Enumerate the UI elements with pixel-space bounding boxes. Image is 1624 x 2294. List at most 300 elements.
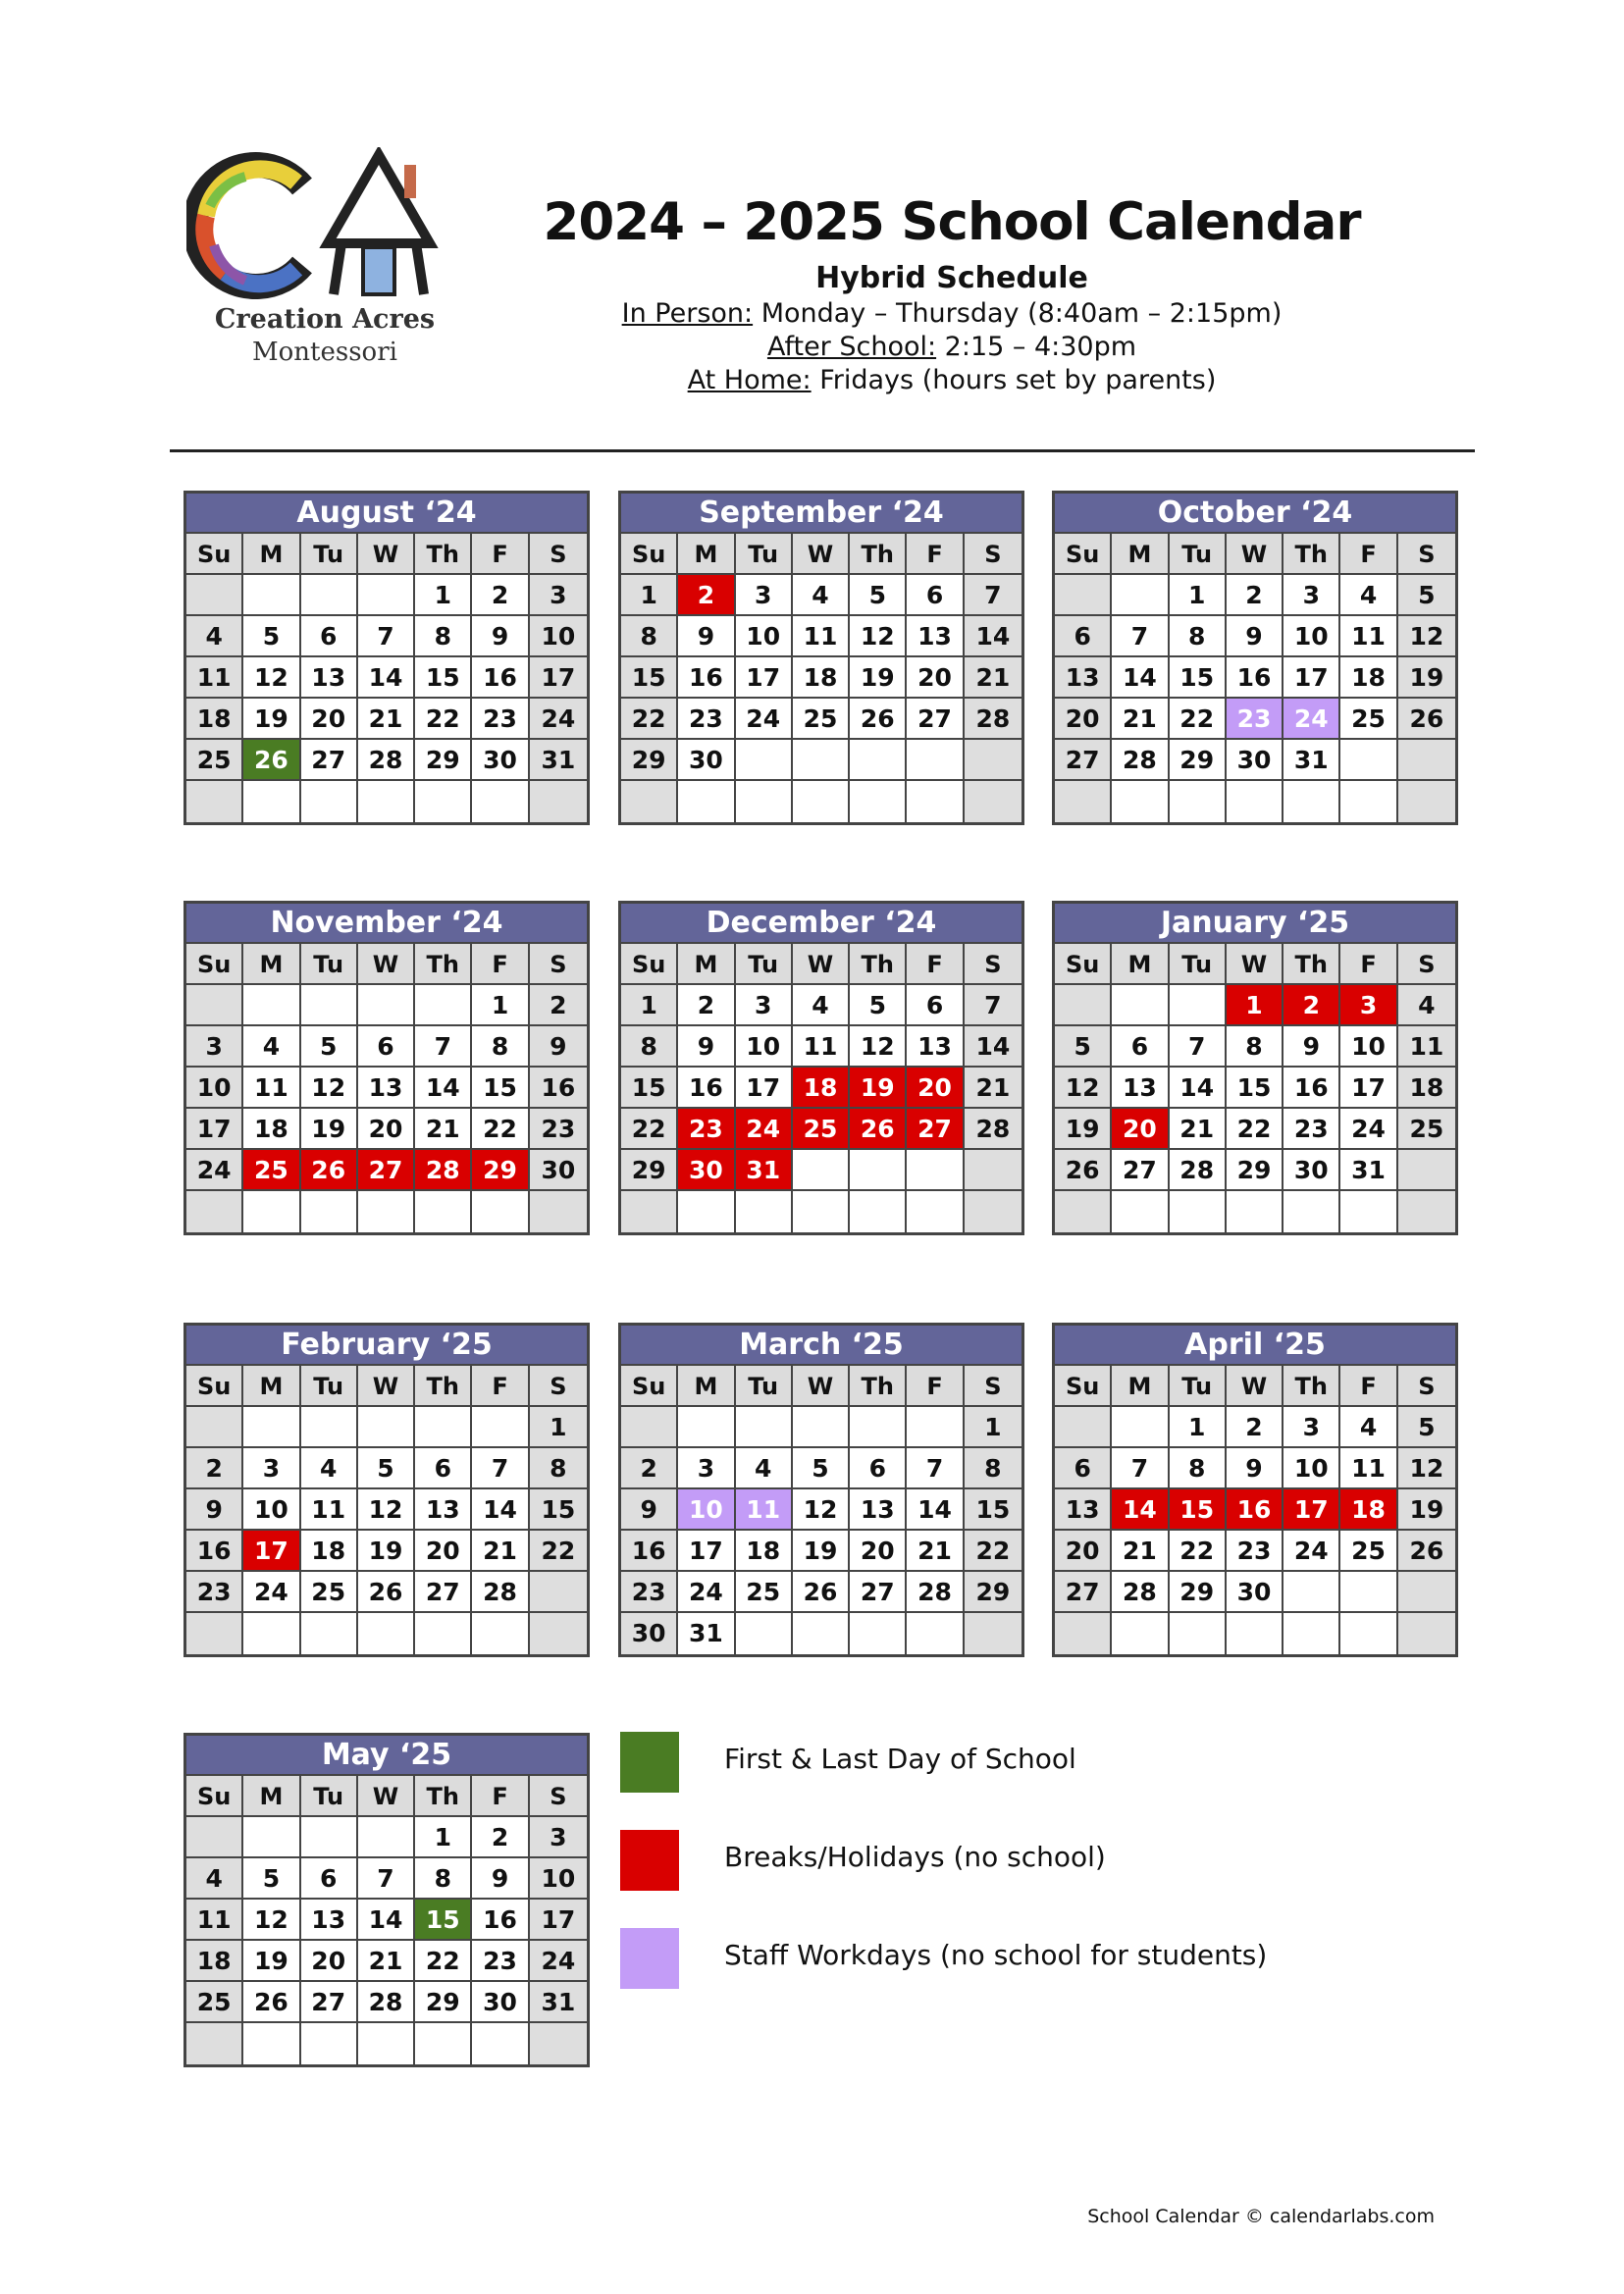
day-cell: 9 — [186, 1489, 243, 1531]
schedule-text: 2:15 – 4:30pm — [936, 332, 1137, 362]
day-cell: 17 — [1340, 1068, 1397, 1109]
empty-day-cell — [301, 781, 358, 822]
day-cell: 2 — [678, 985, 735, 1026]
day-cell: 8 — [621, 616, 678, 657]
weekday-header: S — [1398, 534, 1455, 575]
day-cell: 5 — [358, 1448, 415, 1489]
empty-day-cell — [678, 781, 735, 822]
empty-day-cell — [1055, 781, 1112, 822]
day-cell: 19 — [243, 1941, 300, 1982]
day-cell: 6 — [1055, 1448, 1112, 1489]
empty-day-cell — [1283, 781, 1340, 822]
weekday-header: Su — [186, 1366, 243, 1407]
day-cell: 14 — [965, 616, 1022, 657]
empty-day-cell — [301, 1613, 358, 1654]
month-calendar — [183, 1733, 590, 2067]
day-cell: 12 — [358, 1489, 415, 1531]
day-cell: 5 — [850, 575, 907, 616]
empty-day-cell — [850, 1150, 907, 1191]
day-cell: 23 — [530, 1109, 587, 1150]
weekday-header: S — [1398, 1366, 1455, 1407]
empty-day-cell — [472, 781, 529, 822]
weekday-header: Th — [415, 1366, 472, 1407]
day-cell: 1 — [1227, 985, 1283, 1026]
day-cell: 26 — [358, 1572, 415, 1613]
day-cell: 22 — [1227, 1109, 1283, 1150]
day-cell: 4 — [793, 985, 850, 1026]
day-cell: 12 — [1055, 1068, 1112, 1109]
day-cell: 11 — [793, 1026, 850, 1068]
day-cell: 20 — [415, 1531, 472, 1572]
weekday-header: W — [1227, 534, 1283, 575]
day-cell: 28 — [907, 1572, 964, 1613]
day-cell: 16 — [530, 1068, 587, 1109]
day-cell: 23 — [472, 699, 529, 740]
day-cell: 1 — [415, 1817, 472, 1858]
day-cell: 28 — [1112, 740, 1169, 781]
day-cell: 18 — [1340, 1489, 1397, 1531]
day-cell: 21 — [1112, 1531, 1169, 1572]
legend-label-staff: Staff Workdays (no school for students) — [724, 1939, 1268, 1971]
empty-day-cell — [243, 1407, 300, 1448]
day-cell: 19 — [793, 1531, 850, 1572]
empty-day-cell — [186, 985, 243, 1026]
empty-day-cell — [1398, 1150, 1455, 1191]
month-title: February ‘25 — [186, 1326, 587, 1366]
day-cell: 2 — [472, 1817, 529, 1858]
day-cell: 5 — [243, 616, 300, 657]
day-cell: 19 — [1055, 1109, 1112, 1150]
empty-day-cell — [243, 1191, 300, 1232]
day-cell: 29 — [621, 1150, 678, 1191]
day-cell: 18 — [243, 1109, 300, 1150]
day-cell: 1 — [530, 1407, 587, 1448]
day-cell: 24 — [1340, 1109, 1397, 1150]
day-cell: 15 — [472, 1068, 529, 1109]
day-cell: 10 — [1283, 616, 1340, 657]
empty-day-cell — [472, 1613, 529, 1654]
empty-day-cell — [793, 740, 850, 781]
day-cell: 30 — [1227, 1572, 1283, 1613]
empty-day-cell — [1055, 575, 1112, 616]
empty-day-cell — [415, 781, 472, 822]
day-cell: 29 — [415, 1982, 472, 2023]
weekday-header: Su — [1055, 534, 1112, 575]
day-cell: 11 — [1340, 1448, 1397, 1489]
weekday-header: Su — [621, 534, 678, 575]
empty-day-cell — [186, 1191, 243, 1232]
day-cell: 16 — [1227, 657, 1283, 699]
empty-day-cell — [301, 985, 358, 1026]
weekday-header: Su — [186, 944, 243, 985]
day-cell: 10 — [530, 616, 587, 657]
month-calendar — [1052, 1323, 1458, 1657]
empty-day-cell — [301, 2023, 358, 2064]
month-calendar — [618, 1323, 1024, 1657]
empty-day-cell — [736, 740, 793, 781]
empty-day-cell — [1170, 1191, 1227, 1232]
day-cell: 21 — [907, 1531, 964, 1572]
schedule-label: In Person: — [621, 298, 754, 329]
day-cell: 2 — [1227, 575, 1283, 616]
day-cell: 2 — [186, 1448, 243, 1489]
day-cell: 3 — [243, 1448, 300, 1489]
day-cell: 14 — [965, 1026, 1022, 1068]
day-cell: 21 — [1170, 1109, 1227, 1150]
weekday-header: Tu — [736, 534, 793, 575]
day-cell: 13 — [301, 1900, 358, 1941]
day-cell: 16 — [678, 657, 735, 699]
weekday-header: Tu — [736, 944, 793, 985]
schedule-in-person — [510, 298, 1393, 329]
empty-day-cell — [301, 1191, 358, 1232]
day-cell: 11 — [186, 657, 243, 699]
day-cell: 27 — [358, 1150, 415, 1191]
weekday-header: W — [793, 944, 850, 985]
header-divider — [170, 449, 1475, 452]
empty-day-cell — [678, 1191, 735, 1232]
logo-name: Creation Acres — [214, 304, 436, 335]
empty-day-cell — [415, 2023, 472, 2064]
weekday-header: Su — [186, 1776, 243, 1817]
month-title: September ‘24 — [621, 494, 1022, 534]
weekday-header: M — [1112, 534, 1169, 575]
day-cell: 23 — [1227, 699, 1283, 740]
empty-day-cell — [358, 781, 415, 822]
weekday-header: F — [1340, 944, 1397, 985]
weekday-header: W — [358, 534, 415, 575]
empty-day-cell — [1398, 1191, 1455, 1232]
month-title: January ‘25 — [1055, 904, 1455, 944]
day-cell: 4 — [301, 1448, 358, 1489]
day-cell: 10 — [530, 1858, 587, 1900]
day-cell: 8 — [1170, 1448, 1227, 1489]
day-cell: 8 — [1170, 616, 1227, 657]
empty-day-cell — [358, 1191, 415, 1232]
day-cell: 5 — [243, 1858, 300, 1900]
day-cell: 20 — [1055, 1531, 1112, 1572]
weekday-header: M — [678, 534, 735, 575]
day-cell: 8 — [1227, 1026, 1283, 1068]
day-cell: 15 — [1170, 1489, 1227, 1531]
day-cell: 11 — [186, 1900, 243, 1941]
weekday-header: W — [1227, 944, 1283, 985]
day-cell: 1 — [415, 575, 472, 616]
empty-day-cell — [965, 740, 1022, 781]
day-cell: 22 — [621, 699, 678, 740]
schedule-label: At Home: — [687, 365, 812, 395]
weekday-header: W — [793, 534, 850, 575]
legend-label-first-last: First & Last Day of School — [724, 1743, 1076, 1775]
day-cell: 10 — [243, 1489, 300, 1531]
empty-day-cell — [907, 781, 964, 822]
empty-day-cell — [1398, 1572, 1455, 1613]
day-cell: 24 — [736, 1109, 793, 1150]
day-cell: 22 — [472, 1109, 529, 1150]
day-cell: 16 — [472, 1900, 529, 1941]
day-cell: 12 — [850, 616, 907, 657]
day-cell: 8 — [621, 1026, 678, 1068]
day-cell: 3 — [736, 575, 793, 616]
empty-day-cell — [186, 575, 243, 616]
day-cell: 8 — [965, 1448, 1022, 1489]
empty-day-cell — [472, 2023, 529, 2064]
schedule-at-home — [510, 365, 1393, 395]
day-cell: 18 — [186, 1941, 243, 1982]
weekday-header: S — [530, 534, 587, 575]
day-cell: 7 — [907, 1448, 964, 1489]
day-cell: 29 — [1170, 740, 1227, 781]
day-cell: 25 — [186, 740, 243, 781]
empty-day-cell — [907, 1407, 964, 1448]
day-cell: 3 — [1283, 1407, 1340, 1448]
empty-day-cell — [965, 1150, 1022, 1191]
weekday-header: W — [358, 1366, 415, 1407]
day-cell: 24 — [736, 699, 793, 740]
weekday-header: S — [530, 1366, 587, 1407]
page-title: 2024 – 2025 School Calendar — [543, 192, 1361, 252]
day-cell: 4 — [186, 1858, 243, 1900]
day-cell: 1 — [472, 985, 529, 1026]
empty-day-cell — [358, 575, 415, 616]
month-title: April ‘25 — [1055, 1326, 1455, 1366]
empty-day-cell — [358, 1407, 415, 1448]
day-cell: 17 — [243, 1531, 300, 1572]
day-cell: 3 — [530, 1817, 587, 1858]
empty-day-cell — [1112, 1191, 1169, 1232]
day-cell: 30 — [678, 740, 735, 781]
day-cell: 19 — [243, 699, 300, 740]
day-cell: 9 — [621, 1489, 678, 1531]
day-cell: 16 — [678, 1068, 735, 1109]
day-cell: 10 — [1340, 1026, 1397, 1068]
day-cell: 12 — [243, 657, 300, 699]
day-cell: 22 — [415, 699, 472, 740]
empty-day-cell — [530, 781, 587, 822]
day-cell: 17 — [736, 1068, 793, 1109]
weekday-header: F — [472, 534, 529, 575]
day-cell: 4 — [243, 1026, 300, 1068]
day-cell: 11 — [793, 616, 850, 657]
month-calendar — [183, 901, 590, 1235]
day-cell: 29 — [472, 1150, 529, 1191]
day-cell: 9 — [678, 616, 735, 657]
empty-day-cell — [1112, 1407, 1169, 1448]
weekday-header: S — [1398, 944, 1455, 985]
schedule-label: After School: — [766, 332, 937, 362]
empty-day-cell — [793, 1613, 850, 1654]
empty-day-cell — [965, 1191, 1022, 1232]
day-cell: 29 — [415, 740, 472, 781]
weekday-header: Su — [1055, 1366, 1112, 1407]
day-cell: 9 — [472, 1858, 529, 1900]
day-cell: 8 — [472, 1026, 529, 1068]
empty-day-cell — [530, 2023, 587, 2064]
day-cell: 7 — [1170, 1026, 1227, 1068]
day-cell: 28 — [358, 740, 415, 781]
day-cell: 3 — [186, 1026, 243, 1068]
day-cell: 27 — [1055, 1572, 1112, 1613]
day-cell: 2 — [1283, 985, 1340, 1026]
weekday-header: Tu — [301, 1776, 358, 1817]
day-cell: 22 — [415, 1941, 472, 1982]
day-cell: 27 — [907, 699, 964, 740]
empty-day-cell — [1170, 1613, 1227, 1654]
day-cell: 21 — [415, 1109, 472, 1150]
day-cell: 19 — [358, 1531, 415, 1572]
weekday-header: F — [907, 534, 964, 575]
empty-day-cell — [793, 1191, 850, 1232]
empty-day-cell — [621, 1407, 678, 1448]
day-cell: 6 — [1055, 616, 1112, 657]
day-cell: 25 — [1340, 1531, 1397, 1572]
day-cell: 4 — [1340, 1407, 1397, 1448]
empty-day-cell — [1055, 1191, 1112, 1232]
day-cell: 31 — [736, 1150, 793, 1191]
day-cell: 19 — [1398, 1489, 1455, 1531]
day-cell: 14 — [358, 1900, 415, 1941]
empty-day-cell — [793, 1407, 850, 1448]
day-cell: 20 — [301, 699, 358, 740]
empty-day-cell — [1340, 1613, 1397, 1654]
day-cell: 5 — [301, 1026, 358, 1068]
day-cell: 11 — [1340, 616, 1397, 657]
weekday-header: Tu — [1170, 944, 1227, 985]
empty-day-cell — [1398, 781, 1455, 822]
empty-day-cell — [358, 1613, 415, 1654]
empty-day-cell — [1340, 781, 1397, 822]
day-cell: 6 — [907, 985, 964, 1026]
legend-swatch-staff — [620, 1928, 679, 1989]
day-cell: 18 — [793, 657, 850, 699]
day-cell: 15 — [415, 1900, 472, 1941]
day-cell: 22 — [1170, 1531, 1227, 1572]
day-cell: 15 — [621, 657, 678, 699]
day-cell: 24 — [243, 1572, 300, 1613]
day-cell: 7 — [1112, 1448, 1169, 1489]
day-cell: 3 — [530, 575, 587, 616]
day-cell: 29 — [965, 1572, 1022, 1613]
day-cell: 24 — [186, 1150, 243, 1191]
day-cell: 9 — [678, 1026, 735, 1068]
day-cell: 6 — [907, 575, 964, 616]
day-cell: 12 — [243, 1900, 300, 1941]
day-cell: 6 — [301, 1858, 358, 1900]
weekday-header: Tu — [301, 534, 358, 575]
day-cell: 28 — [472, 1572, 529, 1613]
day-cell: 7 — [415, 1026, 472, 1068]
empty-day-cell — [793, 1150, 850, 1191]
day-cell: 2 — [678, 575, 735, 616]
day-cell: 26 — [243, 740, 300, 781]
day-cell: 10 — [678, 1489, 735, 1531]
day-cell: 28 — [965, 699, 1022, 740]
empty-day-cell — [736, 781, 793, 822]
day-cell: 31 — [1340, 1150, 1397, 1191]
day-cell: 16 — [472, 657, 529, 699]
empty-day-cell — [678, 1407, 735, 1448]
day-cell: 17 — [678, 1531, 735, 1572]
weekday-header: Tu — [1170, 534, 1227, 575]
month-calendar — [618, 491, 1024, 825]
day-cell: 7 — [358, 616, 415, 657]
month-calendar — [1052, 491, 1458, 825]
empty-day-cell — [736, 1613, 793, 1654]
schedule-text: Monday – Thursday (8:40am – 2:15pm) — [753, 298, 1283, 329]
day-cell: 25 — [186, 1982, 243, 2023]
day-cell: 7 — [1112, 616, 1169, 657]
day-cell: 13 — [301, 657, 358, 699]
empty-day-cell — [621, 1191, 678, 1232]
legend-swatch-first-last — [620, 1732, 679, 1793]
day-cell: 23 — [678, 699, 735, 740]
day-cell: 21 — [1112, 699, 1169, 740]
day-cell: 7 — [965, 985, 1022, 1026]
day-cell: 25 — [736, 1572, 793, 1613]
day-cell: 14 — [358, 657, 415, 699]
footer-credit: School Calendar © calendarlabs.com — [1087, 2206, 1435, 2227]
empty-day-cell — [530, 1572, 587, 1613]
month-title: December ‘24 — [621, 904, 1022, 944]
weekday-header: F — [1340, 1366, 1397, 1407]
day-cell: 11 — [1398, 1026, 1455, 1068]
day-cell: 9 — [1227, 1448, 1283, 1489]
month-calendar — [1052, 901, 1458, 1235]
empty-day-cell — [850, 740, 907, 781]
day-cell: 26 — [1398, 1531, 1455, 1572]
day-cell: 7 — [472, 1448, 529, 1489]
empty-day-cell — [1340, 1191, 1397, 1232]
day-cell: 2 — [621, 1448, 678, 1489]
day-cell: 28 — [1112, 1572, 1169, 1613]
day-cell: 27 — [301, 740, 358, 781]
day-cell: 18 — [736, 1531, 793, 1572]
empty-day-cell — [850, 781, 907, 822]
empty-day-cell — [907, 740, 964, 781]
day-cell: 9 — [1227, 616, 1283, 657]
day-cell: 14 — [1112, 657, 1169, 699]
day-cell: 8 — [415, 616, 472, 657]
weekday-header: Th — [415, 944, 472, 985]
day-cell: 15 — [1227, 1068, 1283, 1109]
weekday-header: F — [907, 1366, 964, 1407]
schedule-after-school — [510, 332, 1393, 362]
day-cell: 19 — [850, 1068, 907, 1109]
empty-day-cell — [530, 1613, 587, 1654]
empty-day-cell — [965, 781, 1022, 822]
day-cell: 16 — [1283, 1068, 1340, 1109]
empty-day-cell — [472, 1191, 529, 1232]
day-cell: 7 — [965, 575, 1022, 616]
weekday-header: M — [243, 1776, 300, 1817]
empty-day-cell — [1283, 1191, 1340, 1232]
weekday-header: M — [678, 1366, 735, 1407]
day-cell: 27 — [301, 1982, 358, 2023]
day-cell: 6 — [301, 616, 358, 657]
empty-day-cell — [736, 1407, 793, 1448]
day-cell: 28 — [358, 1982, 415, 2023]
weekday-header: Th — [1283, 944, 1340, 985]
day-cell: 23 — [678, 1109, 735, 1150]
day-cell: 17 — [530, 657, 587, 699]
day-cell: 3 — [1283, 575, 1340, 616]
day-cell: 2 — [1227, 1407, 1283, 1448]
weekday-header: W — [793, 1366, 850, 1407]
empty-day-cell — [186, 2023, 243, 2064]
day-cell: 9 — [472, 616, 529, 657]
day-cell: 9 — [530, 1026, 587, 1068]
day-cell: 25 — [1398, 1109, 1455, 1150]
